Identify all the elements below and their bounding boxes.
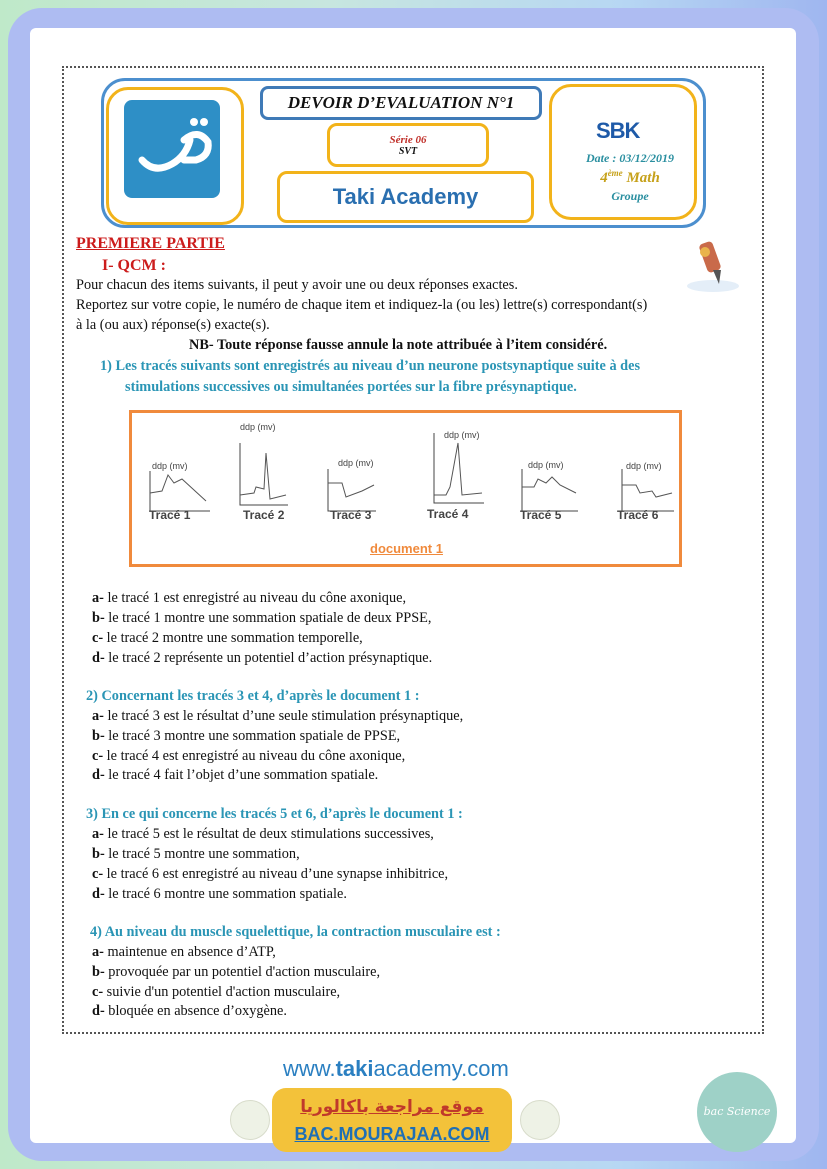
q4-option-c: c- suivie d'un potentiel d'action musculaire, (92, 984, 341, 1000)
document-1-label: document 1 (370, 541, 443, 556)
trace-1-axis-label: ddp (mv) (152, 461, 188, 471)
book-badge-icon-left (230, 1100, 270, 1140)
trace-6-axis-label: ddp (mv) (626, 461, 662, 471)
nb-note: NB- Toute réponse fausse annule la note attribuée à l’item considéré. (189, 337, 608, 353)
section-title: I- QCM : (102, 257, 166, 274)
pencil-icon (683, 238, 743, 294)
sbk-logo: SBK (596, 118, 640, 143)
q1-option-d: d- le tracé 2 représente un potentiel d’action présynaptique. (92, 650, 433, 666)
trace-5-label: Tracé 5 (520, 508, 562, 522)
class-level: 4ème Math (600, 168, 660, 186)
instruction-line-3: à la (ou aux) réponse(s) exacte(s). (76, 317, 270, 333)
q4-option-d: d- bloquée en absence d’oxygène. (92, 1003, 287, 1019)
q2-option-d: d- le tracé 4 fait l’objet d’une sommation spatiale. (92, 767, 379, 783)
q2-option-a: a- le tracé 3 est le résultat d’une seule stimulation présynaptique, (92, 708, 464, 724)
q3-option-a: a- le tracé 5 est le résultat de deux stimulations successives, (92, 826, 434, 842)
q1-option-c: c- le tracé 2 montre une sommation temporelle, (92, 630, 363, 646)
website-link[interactable]: www.takiacademy.com (283, 1056, 509, 1081)
subject-label: SVT (398, 146, 418, 157)
trace-2-label: Tracé 2 (243, 508, 285, 522)
exam-date: Date : 03/12/2019 (586, 151, 674, 165)
serie-label: Série 06 (389, 134, 427, 146)
instruction-line-1: Pour chacun des items suivants, il peut y avoir une ou deux réponses exactes. (76, 277, 518, 293)
trace-1-label: Tracé 1 (149, 508, 191, 522)
trace-6-label: Tracé 6 (617, 508, 659, 522)
q1-line-1: 1) Les tracés suivants sont enregistrés au niveau d’un neurone postsynaptique suite à des (100, 358, 641, 374)
trace-3-axis-label: ddp (mv) (338, 458, 374, 468)
groupe-label: Groupe (611, 189, 649, 203)
q1-option-a: a- le tracé 1 est enregistré au niveau du cône axonique, (92, 590, 407, 606)
q3-option-d: d- le tracé 6 montre une sommation spatiale. (92, 886, 347, 902)
book-badge-icon-right (520, 1100, 560, 1140)
traces-graph (132, 413, 679, 533)
taki-logo-icon (124, 100, 220, 198)
trace-3-label: Tracé 3 (330, 508, 372, 522)
q3-title: 3) En ce qui concerne les tracés 5 et 6, d’après le document 1 : (86, 806, 463, 822)
bac-arabic-text: موقع مراجعة باكالوريا (300, 1097, 484, 1117)
q2-option-b: b- le tracé 3 montre une sommation spatiale de PPSE, (92, 728, 401, 744)
instruction-line-2: Reportez sur votre copie, le numéro de chaque item et indiquez-la (ou les) lettre(s) correspondant(s) (76, 297, 648, 313)
q1-option-b: b- le tracé 1 montre une sommation spatiale de deux PPSE, (92, 610, 432, 626)
trace-4-axis-label: ddp (mv) (444, 430, 480, 440)
q1-line-2: stimulations successives ou simultanées portées sur la fibre présynaptique. (125, 379, 577, 395)
part-title: PREMIERE PARTIE (76, 235, 225, 252)
q4-title: 4) Au niveau du muscle squelettique, la contraction musculaire est : (90, 924, 501, 940)
q4-option-b: b- provoquée par un potentiel d'action musculaire, (92, 964, 381, 980)
brand-box: Taki Academy (277, 171, 534, 223)
q4-option-a: a- maintenue en absence d’ATP, (92, 944, 276, 960)
q3-option-c: c- le tracé 6 est enregistré au niveau d’une synapse inhibitrice, (92, 866, 449, 882)
bac-url[interactable]: BAC.MOURAJAA.COM (294, 1124, 490, 1144)
trace-4-label: Tracé 4 (427, 507, 469, 521)
q2-title: 2) Concernant les tracés 3 et 4, d’après le document 1 : (86, 688, 420, 704)
bac-science-logo: bac Science (697, 1072, 777, 1152)
trace-5-axis-label: ddp (mv) (528, 460, 564, 470)
trace-2-axis-label: ddp (mv) (240, 422, 276, 432)
q2-option-c: c- le tracé 4 est enregistré au niveau du cône axonique, (92, 748, 406, 764)
serie-box (327, 123, 489, 167)
q3-option-b: b- le tracé 5 montre une sommation, (92, 846, 300, 862)
exam-title: DEVOIR D’EVALUATION N°1 (260, 86, 542, 120)
